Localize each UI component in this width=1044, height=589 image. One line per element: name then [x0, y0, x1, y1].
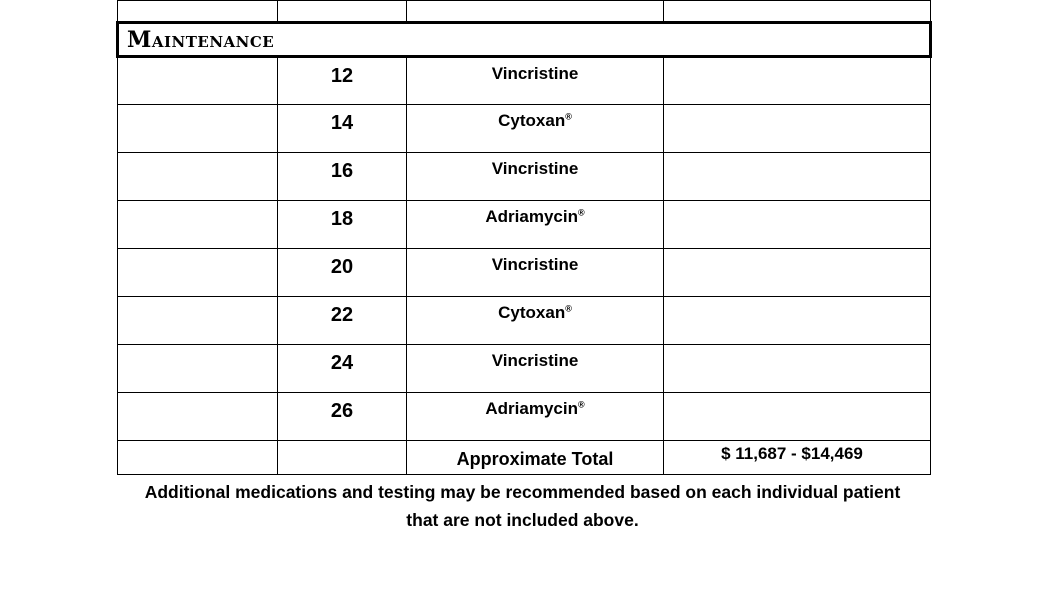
cost-cell	[664, 57, 931, 105]
table-cell-blank	[118, 297, 278, 345]
week-cell: 18	[278, 201, 407, 249]
drug-name: Cytoxan	[498, 303, 566, 322]
footnote-line: Additional medications and testing may be recommended based on each individual patient	[144, 482, 901, 502]
footnote-line: that are not included above.	[406, 510, 639, 530]
week-cell: 14	[278, 105, 407, 153]
drug-cell	[407, 297, 664, 345]
table-cell-blank	[118, 153, 278, 201]
drug-name: Cytoxan	[498, 111, 566, 130]
table-cell-blank	[118, 105, 278, 153]
drug-cell	[407, 393, 664, 441]
cost-cell	[664, 105, 931, 153]
footnote	[116, 478, 929, 534]
section-header-row	[118, 23, 931, 57]
cost-cell	[664, 249, 931, 297]
drug-name: Vincristine	[491, 351, 579, 370]
week-cell: 12	[278, 57, 407, 105]
total-label: Approximate Total	[407, 441, 664, 475]
drug-name: Vincristine	[491, 255, 579, 274]
drug-cell	[407, 345, 664, 393]
cost-cell	[664, 153, 931, 201]
cost-cell	[664, 297, 931, 345]
table-row	[118, 249, 931, 297]
table-row	[118, 105, 931, 153]
drug-cell	[407, 249, 664, 297]
drug-cell	[407, 201, 664, 249]
registered-mark: ®	[577, 207, 585, 218]
table-cell	[118, 1, 278, 23]
section-title: Maintenance	[118, 23, 931, 57]
total-value: $ 11,687 - $14,469	[664, 441, 931, 475]
table-cell-blank	[278, 441, 407, 475]
total-row	[118, 441, 931, 475]
week-cell: 16	[278, 153, 407, 201]
drug-cell	[407, 57, 664, 105]
table-cell	[664, 1, 931, 23]
cost-cell	[664, 393, 931, 441]
treatment-cost-table	[116, 0, 932, 475]
table-row-previous-stub	[118, 1, 931, 23]
registered-mark: ®	[565, 111, 572, 122]
drug-cell	[407, 105, 664, 153]
table-cell-blank	[118, 201, 278, 249]
table-cell-blank	[118, 345, 278, 393]
table-cell-blank	[118, 393, 278, 441]
week-cell: 24	[278, 345, 407, 393]
table-cell	[278, 1, 407, 23]
week-cell: 22	[278, 297, 407, 345]
table-cell-blank	[118, 249, 278, 297]
drug-name: Vincristine	[491, 159, 579, 178]
registered-mark: ®	[565, 303, 572, 314]
table-row	[118, 153, 931, 201]
drug-name: Vincristine	[491, 64, 579, 83]
table-cell-blank	[118, 441, 278, 475]
table-cell-blank	[118, 57, 278, 105]
table-row	[118, 201, 931, 249]
drug-name: Adriamycin	[485, 399, 578, 418]
table-cell	[407, 1, 664, 23]
week-cell: 20	[278, 249, 407, 297]
week-cell: 26	[278, 393, 407, 441]
cost-cell	[664, 201, 931, 249]
table-row	[118, 57, 931, 105]
drug-cell	[407, 153, 664, 201]
cost-cell	[664, 345, 931, 393]
registered-mark: ®	[577, 399, 585, 410]
table-row	[118, 393, 931, 441]
table-row	[118, 345, 931, 393]
table-row	[118, 297, 931, 345]
drug-name: Adriamycin	[485, 207, 578, 226]
